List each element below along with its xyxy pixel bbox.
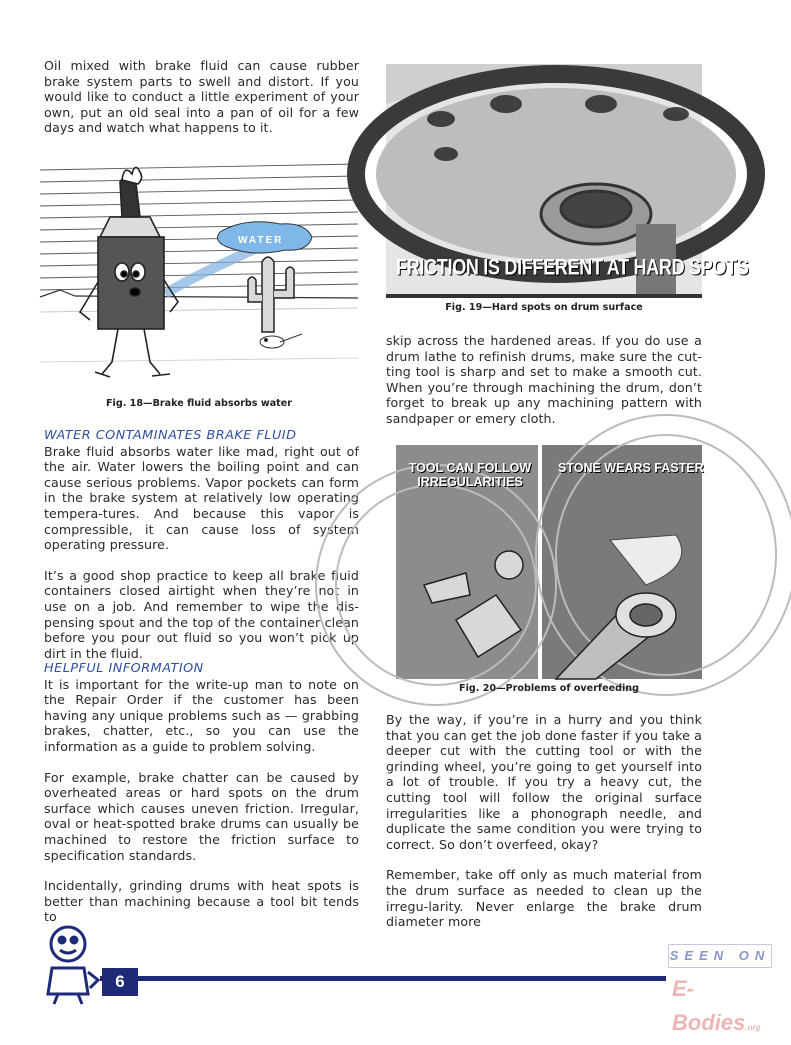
section-heading: WATER CONTAMINATES BRAKE FLUID xyxy=(44,428,297,443)
body-paragraph: Remember, take off only as much material from the drum surface as needed to clean up the irregu-larity. Never enlarge the brake drum diameter more xyxy=(386,867,702,930)
cartoon-brake-fluid-can-icon xyxy=(40,162,358,394)
body-paragraph: For example, brake chatter can be caused by overheated areas or hard spots on the drum surface which causes uneven friction. Irregular, oval or heat-spotted brake drums can usually be machined to restore the friction surface to specification standards. xyxy=(44,769,359,863)
figure-20-caption: Fig. 20—Problems of overfeeding xyxy=(459,683,639,694)
body-paragraph: It’s a good shop practice to keep all brake fluid containers closed airtight when they’re not in use on a job. And remember to wipe the dis-pensing spout and the top of the container clean before you pour out fluid so you won’t pick up dirt in the fluid. xyxy=(44,567,359,661)
panel-label-line: IRREGULARITIES xyxy=(417,475,523,489)
watermark-suffix: .org xyxy=(745,1023,761,1032)
watermark-bottom-text: E-Bodies xyxy=(672,976,746,1035)
body-paragraph: By the way, if you’re in a hurry and you think that you can get the job done faster if you take a deeper cut with the cutting tool or with the grinding wheel, you’re going to get yourself into a lot of trouble. If you try a heavy cut, the cutting tool will follow the original surface irregularities like a phonograph needle, and duplicate the same condition you were trying to correct. So don’t overfeed, okay? xyxy=(386,712,702,852)
figure-19-caption: Fig. 19—Hard spots on drum surface xyxy=(445,302,643,313)
body-paragraph: Brake fluid absorbs water like mad, right out of the air. Water lowers the boiling point and can cause serious problems. Vapor pockets can form in the brake system at relatively low operating tempera-tures. And because this vapor is compressible, it can cause loss of system operating pressure. xyxy=(44,443,359,553)
figure-20-right-label: STONE WEARS FASTER xyxy=(558,461,704,475)
figure-20-left-label xyxy=(406,461,534,489)
panel-label-line: TOOL CAN FOLLOW xyxy=(408,461,532,475)
section-water-contaminates xyxy=(44,428,359,661)
water-spray-label: WATER xyxy=(238,235,284,246)
figure-18-caption: Fig. 18—Brake fluid absorbs water xyxy=(105,398,292,409)
right-paragraph-1 xyxy=(386,333,702,427)
figure-20-photo xyxy=(396,445,702,679)
watermark-top-text: SEEN ON xyxy=(668,944,772,968)
figure-18-illustration xyxy=(40,162,358,394)
figure-19-photo xyxy=(386,64,749,298)
body-paragraph: It is important for the write-up man to note on the Repair Order if the customer has been having any unique problems such as — grabbing brakes, chatter, etc., so you can use the information as a guide to problem solving. xyxy=(44,676,359,754)
body-paragraph: skip across the hardened areas. If you do use a drum lathe to refinish drums, make sure the cut-ting tool is sharp and set to make a smooth cut. When you’re through machining the drum, don’t forget to break up any machining pattern with sandpaper or emery cloth. xyxy=(386,333,702,426)
section-heading: HELPFUL INFORMATION xyxy=(44,661,204,676)
mascot-logo-icon xyxy=(40,922,102,1006)
section-helpful-information xyxy=(44,661,359,925)
page-number: 6 xyxy=(102,968,138,996)
footer-rule xyxy=(100,976,666,981)
figure-19-banner: FRICTION IS DIFFERENT AT HARD SPOTS xyxy=(396,254,749,280)
body-paragraph: Incidentally, grinding drums with heat spots is better than machining because a tool bit tends to xyxy=(44,878,359,925)
watermark-logo xyxy=(668,972,772,1035)
seen-on-watermark xyxy=(668,944,772,1035)
right-paragraph-2 xyxy=(386,712,702,930)
intro-paragraph xyxy=(44,58,359,136)
intro-text: Oil mixed with brake fluid can cause rubber brake system parts to swell and distort. If you would like to conduct a little experiment of your own, put an old seal into a pan of oil for a few days and watch what happens to it. xyxy=(44,58,359,136)
